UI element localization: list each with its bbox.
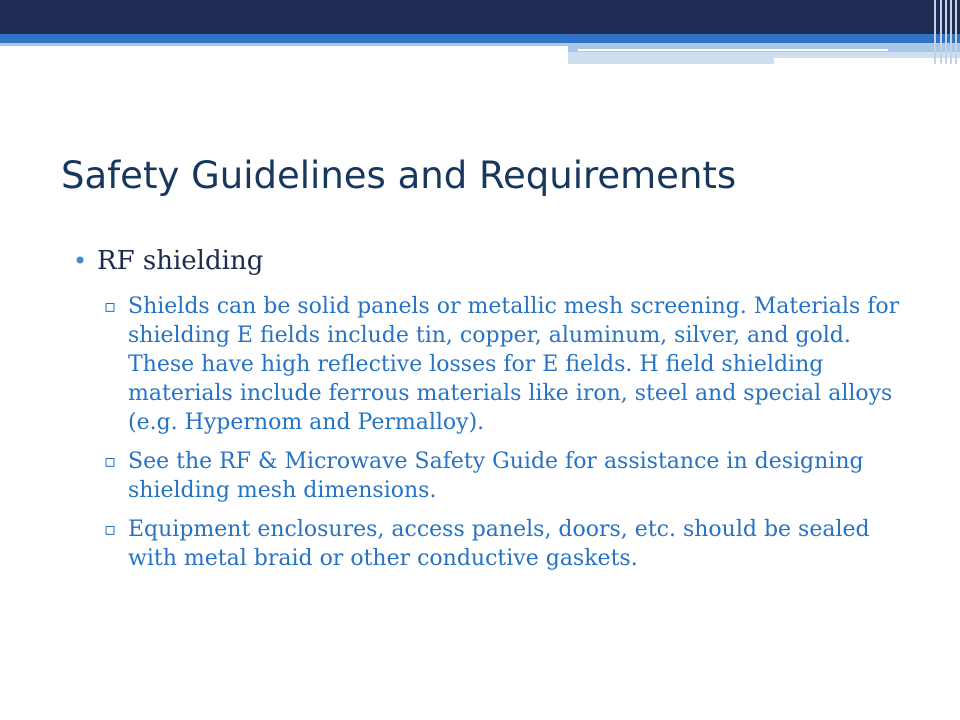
bullet-rf-shielding <box>73 240 903 282</box>
square-bullet-icon: ▫ <box>104 296 117 317</box>
bullet-dot-icon: • <box>73 247 88 275</box>
header-stripe <box>955 0 957 64</box>
header-bar-blue <box>0 34 960 43</box>
header-stripe <box>934 0 936 64</box>
header-bar-navy <box>0 0 960 34</box>
header-accent-line <box>578 49 888 51</box>
bullet-text: RF shielding <box>97 246 264 276</box>
square-bullet-icon: ▫ <box>104 451 117 472</box>
sub-bullet-text: See the RF & Microwave Safety Guide for assistance in designing shielding mesh dimensions. <box>128 449 864 503</box>
sub-bullet-safety-guide <box>104 447 903 505</box>
slide-title: Safety Guidelines and Requirements <box>61 154 737 197</box>
header-stripe <box>950 0 952 64</box>
slide-body <box>73 240 903 573</box>
header-stripe <box>945 0 947 64</box>
square-bullet-icon: ▫ <box>104 519 117 540</box>
sub-bullet-enclosures <box>104 515 903 573</box>
sub-bullet-text: Shields can be solid panels or metallic mesh screening. Materials for shielding E fields include tin, copper, aluminum, silver, and gold. These have high reflective losses for E fields. H field shielding materials include ferrous materials like iron, steel and special alloys (e.g. Hypernom and Permalloy). <box>128 294 900 435</box>
header-bar-pale <box>568 52 774 64</box>
header-stripe <box>940 0 942 64</box>
sub-bullet-text: Equipment enclosures, access panels, doors, etc. should be sealed with metal braid or other conductive gaskets. <box>128 517 870 571</box>
header-bar-light <box>0 43 568 46</box>
sub-bullet-shield-materials <box>104 292 903 437</box>
header-bar-pale-right <box>774 52 960 58</box>
